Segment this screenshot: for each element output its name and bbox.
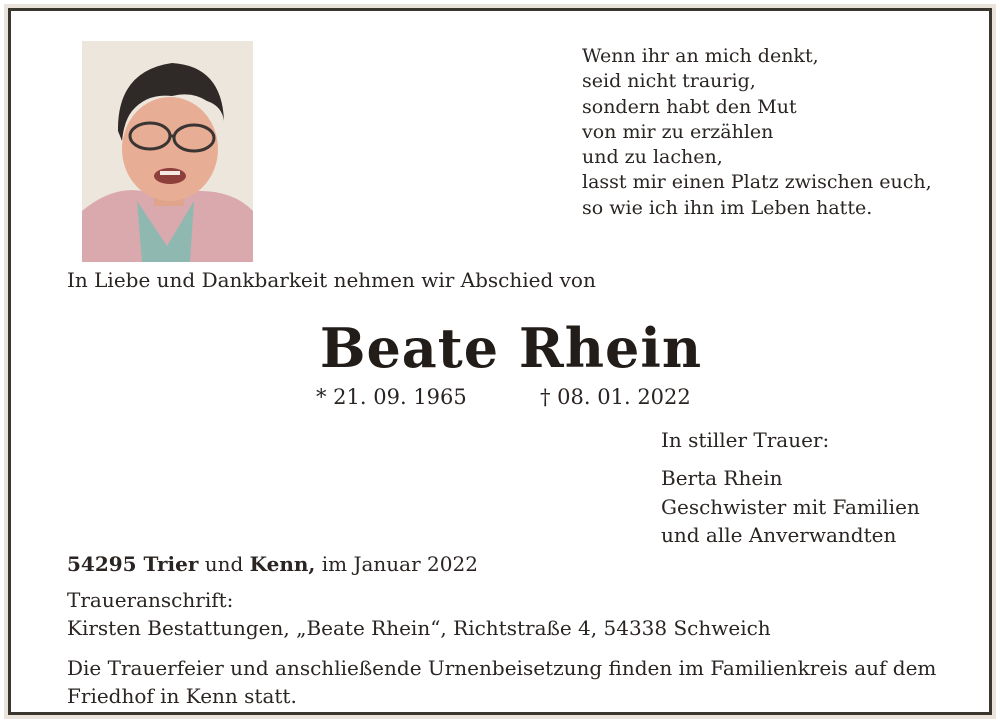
poem-line: so wie ich ihn im Leben hatte. [582,196,873,219]
deceased-name: Beate Rhein [319,316,703,380]
portrait-illustration [82,41,253,262]
place-and-date [67,549,478,579]
place-city: 54295 Trier [67,552,199,576]
mourning-heading: In stiller Trauer: [661,428,830,452]
intro-text: In Liebe und Dankbarkeit nehmen wir Abschied von [67,268,596,292]
mourners-list [661,464,920,550]
memorial-poem [582,44,932,221]
portrait-photo [82,41,253,262]
mourner-entry: Geschwister mit Familien [661,494,920,519]
poem-line: lasst mir einen Platz zwischen euch, [582,171,932,194]
place-and-word: und [204,552,244,576]
obituary-frame [8,8,992,715]
place-date: im Januar 2022 [321,552,478,576]
poem-line: von mir zu erzählen [582,120,774,143]
death-date: † 08. 01. 2022 [540,385,691,409]
poem-line: seid nicht traurig, [582,70,756,93]
mourner-entry: Berta Rhein [661,466,783,490]
ceremony-notice: Die Trauerfeier und anschließende Urnenbeisetzung finden im Familienkreis auf dem Friedhof in Kenn statt. [67,656,937,708]
birth-date: * 21. 09. 1965 [316,385,467,409]
poem-line: Wenn ihr an mich denkt, [582,45,819,67]
mourning-address: Kirsten Bestattungen, „Beate Rhein“, Richtstraße 4, 54338 Schweich [67,616,771,640]
address-label: Traueranschrift: [67,588,234,612]
poem-line: und zu lachen, [582,146,723,169]
place-village: Kenn, [249,552,316,576]
mourner-entry: und alle Anverwandten [661,523,897,547]
poem-line: sondern habt den Mut [582,95,797,118]
